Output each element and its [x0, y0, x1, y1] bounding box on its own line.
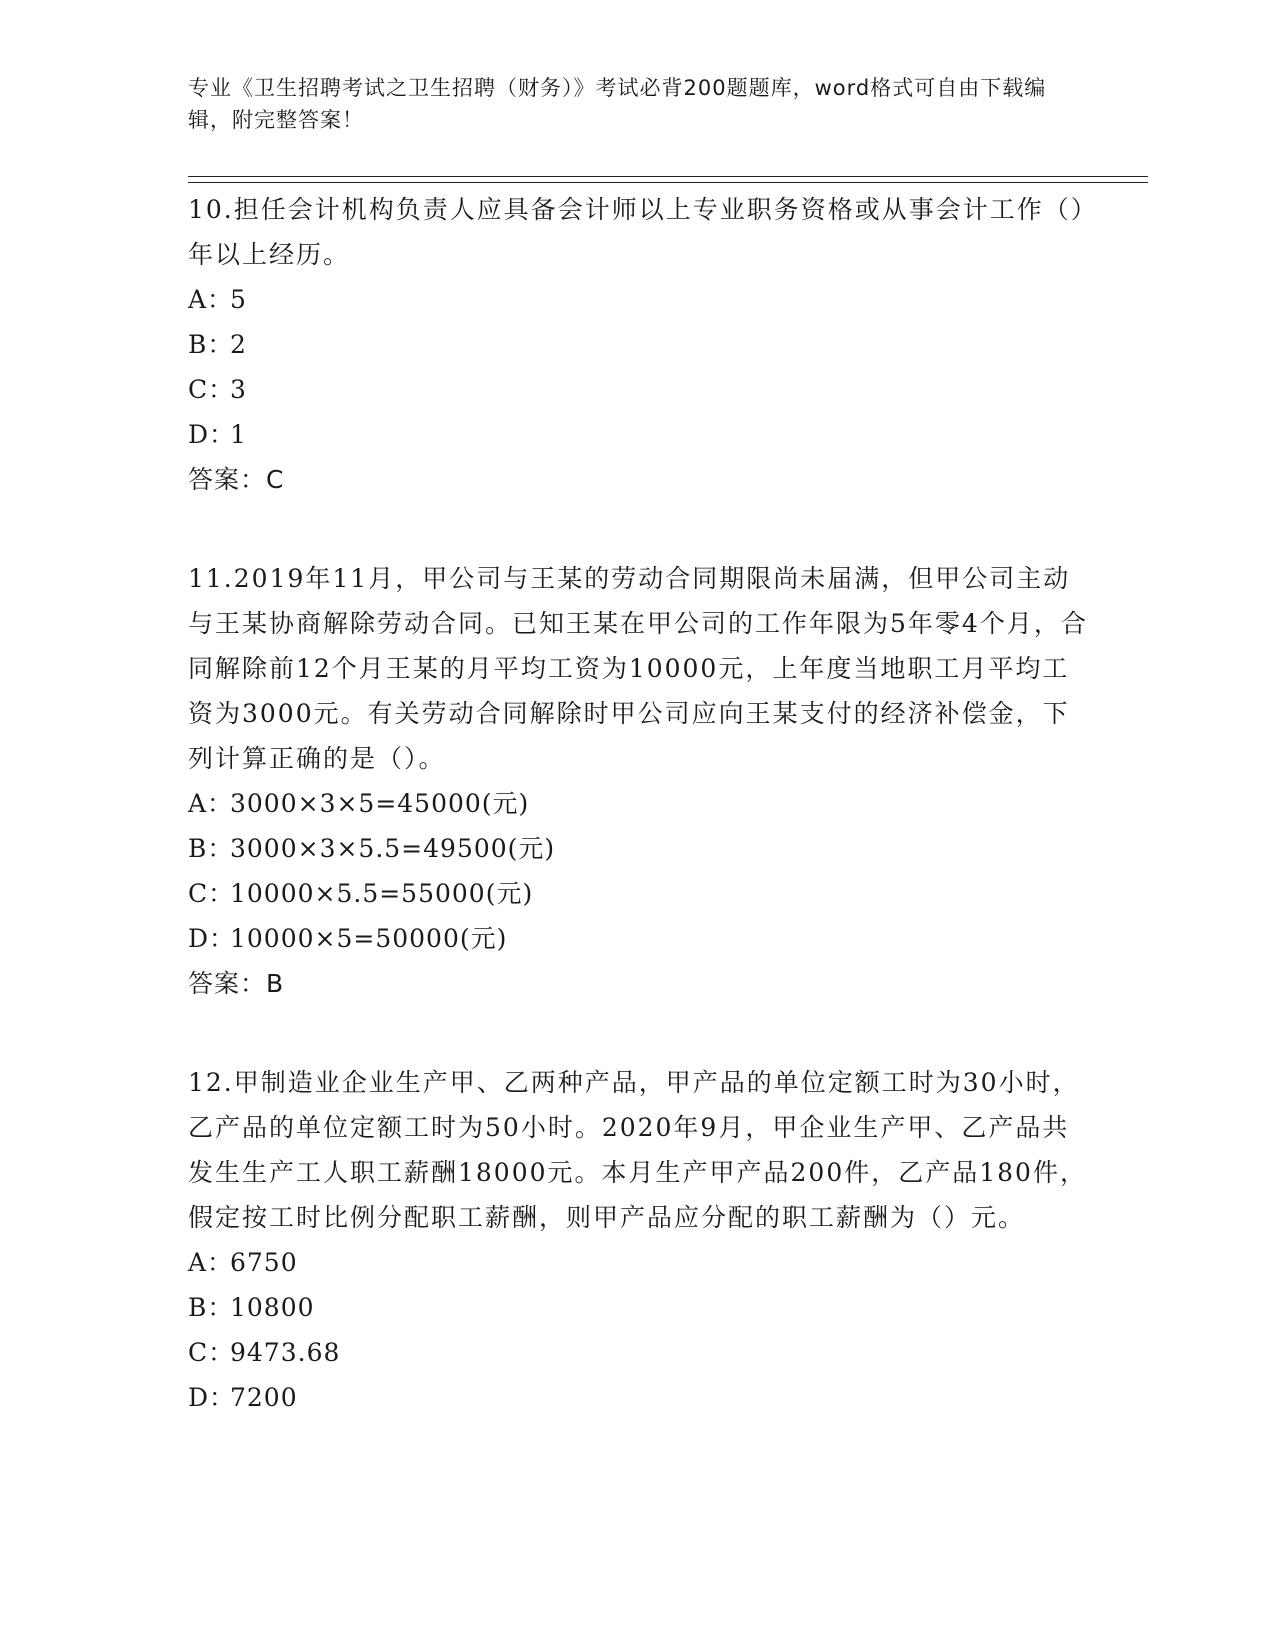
option-value: 2 [230, 330, 247, 359]
option-key: A： [188, 1248, 234, 1277]
option-value: 5 [230, 285, 247, 314]
option-b [188, 322, 1088, 367]
option-a [188, 277, 1088, 322]
option-key: C： [188, 375, 235, 404]
option-key: B： [188, 1293, 234, 1322]
option-value: 9473.68 [230, 1338, 341, 1367]
option-b [188, 1285, 1088, 1330]
option-d [188, 916, 1088, 961]
option-a [188, 1240, 1088, 1285]
question-text: 10.担任会计机构负责人应具备会计师以上专业职务资格或从事会计工作（）年以上经历。 [188, 195, 1086, 269]
option-value: 3000×3×5.5=49500(元) [230, 834, 556, 863]
document-header: 专业《卫生招聘考试之卫生招聘（财务）》考试必背200题题库，word格式可自由下载编辑，附完整答案！ [188, 76, 1047, 132]
option-key: D： [188, 1383, 236, 1412]
option-key: B： [188, 330, 234, 359]
option-key: B： [188, 834, 234, 863]
answer-line: 答案：C [188, 465, 285, 494]
option-key: A： [188, 789, 234, 818]
question-list [188, 187, 1088, 1474]
option-key: A： [188, 285, 234, 314]
question-11 [188, 556, 1088, 1006]
question-10 [188, 187, 1088, 502]
option-d [188, 412, 1088, 457]
header-divider-top [188, 176, 1148, 177]
option-value: 10000×5=50000(元) [230, 924, 508, 953]
option-value: 10800 [230, 1293, 315, 1322]
option-key: D： [188, 420, 236, 449]
option-value: 3000×3×5=45000(元) [230, 789, 530, 818]
option-value: 6750 [230, 1248, 298, 1277]
answer-line: 答案：B [188, 969, 285, 998]
option-value: 7200 [230, 1383, 298, 1412]
option-value: 1 [230, 420, 247, 449]
option-c [188, 1330, 1088, 1375]
option-d [188, 1375, 1088, 1420]
option-value: 10000×5.5=55000(元) [230, 879, 534, 908]
option-b [188, 826, 1088, 871]
option-key: C： [188, 879, 235, 908]
header-divider-bottom [188, 182, 1148, 183]
question-text: 11.2019年11月，甲公司与王某的劳动合同期限尚未届满，但甲公司主动与王某协商解除劳动合同。已知王某在甲公司的工作年限为5年零4个月，合同解除前12个月王某的月平均工资为10000元，上年度当地职工月平均工资为3000元。有关劳动合同解除时甲公司应向王某支付的经济补偿金，下列计算正确的是（）。 [188, 564, 1088, 773]
option-a [188, 781, 1088, 826]
option-c [188, 367, 1088, 412]
question-text: 12.甲制造业企业生产甲、乙两种产品，甲产品的单位定额工时为30小时，乙产品的单位定额工时为50小时。2020年9月，甲企业生产甲、乙产品共发生生产工人职工薪酬18000元。本月生产甲产品200件，乙产品180件，假定按工时比例分配职工薪酬，则甲产品应分配的职工薪酬为（）元。 [188, 1068, 1087, 1232]
option-c [188, 871, 1088, 916]
option-key: D： [188, 924, 236, 953]
option-key: C： [188, 1338, 235, 1367]
option-value: 3 [230, 375, 247, 404]
question-12 [188, 1060, 1088, 1420]
